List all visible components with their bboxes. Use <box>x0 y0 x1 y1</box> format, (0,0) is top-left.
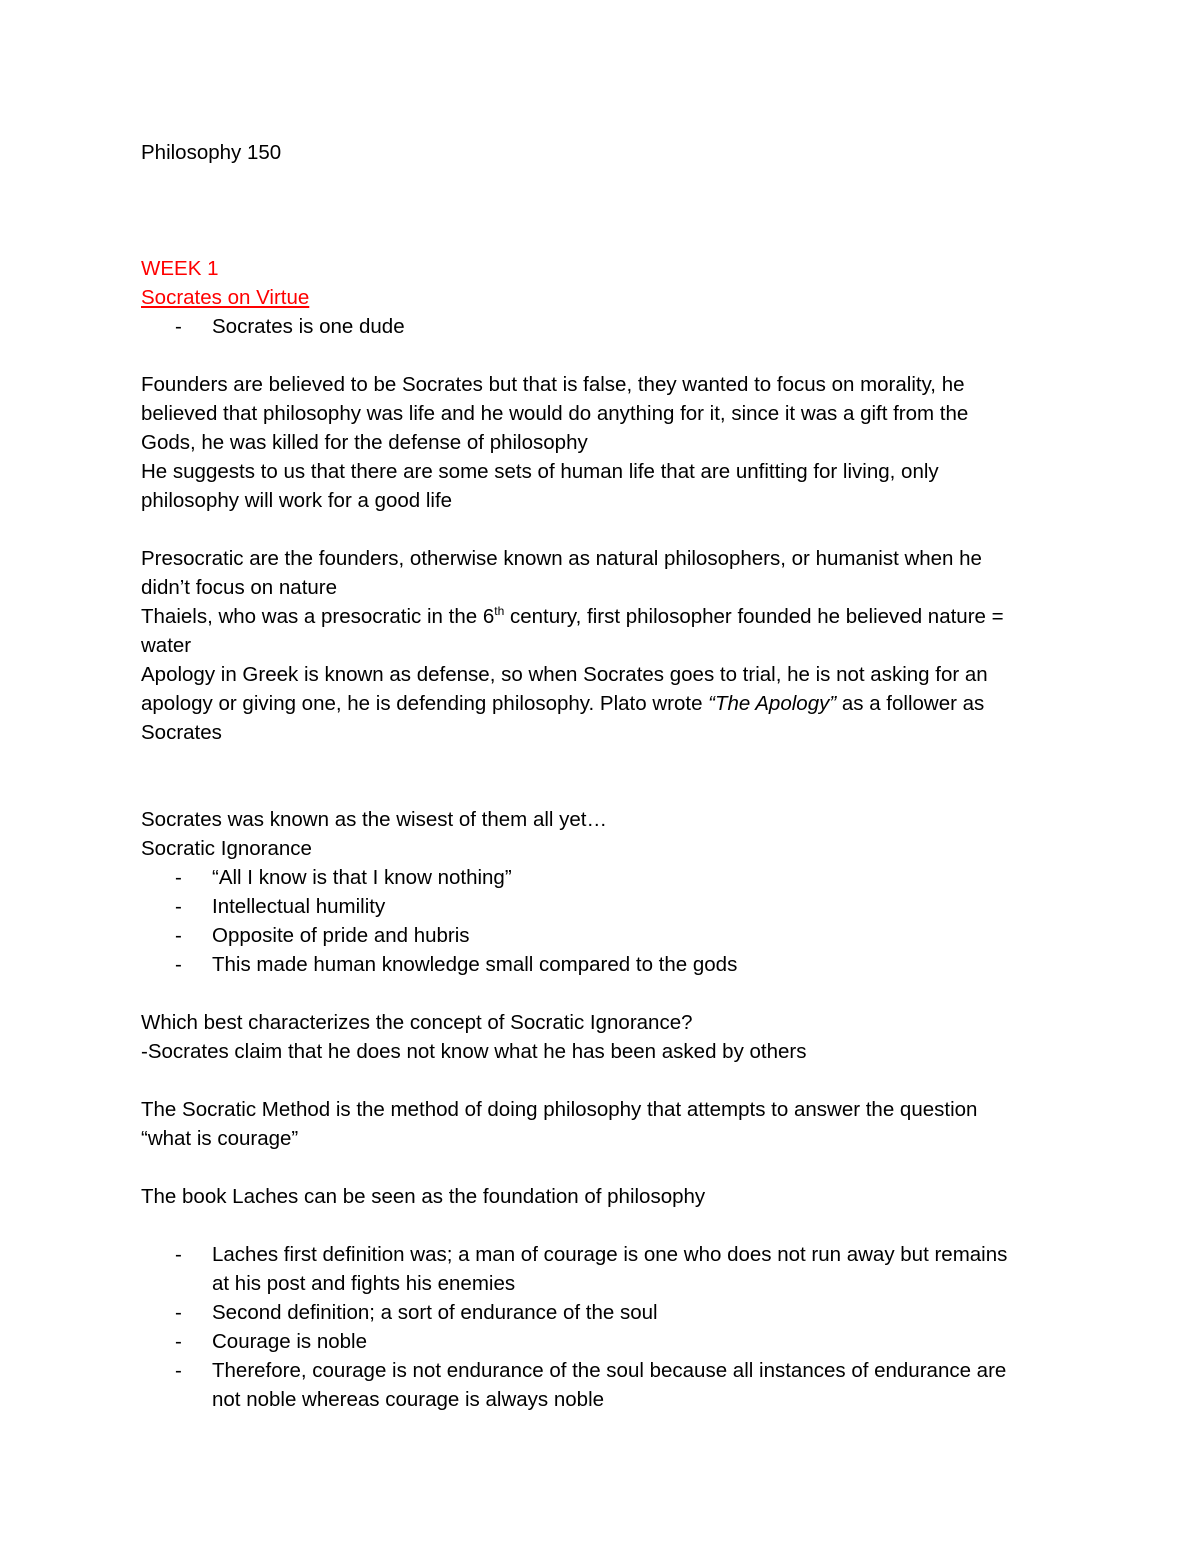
paragraph-line: Socrates was known as the wisest of them all yet… <box>141 808 608 831</box>
section-heading: Socrates on Virtue <box>141 286 310 309</box>
bullet-dash: - <box>175 895 182 918</box>
document-body <box>141 138 1061 1414</box>
bullet-dash: - <box>175 1301 182 1324</box>
subheading: Socratic Ignorance <box>141 837 312 860</box>
paragraph-line: Presocratic are the founders, otherwise known as natural philosophers, or humanist when he <box>141 547 982 570</box>
bullet-dash: - <box>175 1359 182 1382</box>
bullet-dash: - <box>175 1330 182 1353</box>
spacer <box>141 776 1061 805</box>
list-item: - Socrates is one dude <box>141 312 1061 341</box>
superscript: th <box>494 604 505 619</box>
book-title: “The Apology” <box>708 692 837 715</box>
spacer <box>141 1066 1061 1095</box>
list-item: - Intellectual humility <box>141 892 1061 921</box>
paragraph-line: apology or giving one, he is defending philosophy. Plato wrote “The Apology” as a follower as <box>141 692 985 715</box>
bullet-dash: - <box>175 953 182 976</box>
intro-list <box>141 312 1061 341</box>
paragraph-line: “what is courage” <box>141 1127 299 1150</box>
spacer <box>141 196 1061 225</box>
bullet-dash: - <box>175 924 182 947</box>
document-title: Philosophy 150 <box>141 141 282 164</box>
paragraph-line: believed that philosophy was life and he would do anything for it, since it was a gift from the <box>141 402 969 425</box>
spacer <box>141 515 1061 544</box>
ignorance-list <box>141 863 1061 979</box>
bullet-dash: - <box>175 866 182 889</box>
paragraph-line: philosophy will work for a good life <box>141 489 453 512</box>
bullet-dash: - <box>175 1243 182 1266</box>
list-item: - Courage is noble <box>141 1327 1061 1356</box>
spacer <box>141 167 1061 196</box>
paragraph-line: He suggests to us that there are some sets of human life that are unfitting for living, only <box>141 460 939 483</box>
list-item: - “All I know is that I know nothing” <box>141 863 1061 892</box>
list-item: - This made human knowledge small compared to the gods <box>141 950 1061 979</box>
week-heading: WEEK 1 <box>141 257 219 280</box>
paragraph-line: Socrates <box>141 721 222 744</box>
spacer <box>141 747 1061 776</box>
paragraph-line: Founders are believed to be Socrates but that is false, they wanted to focus on morality, he <box>141 373 965 396</box>
spacer <box>141 1211 1061 1240</box>
paragraph-line: water <box>141 634 192 657</box>
paragraph-line: Apology in Greek is known as defense, so when Socrates goes to trial, he is not asking for an <box>141 663 988 686</box>
paragraph-line: Gods, he was killed for the defense of philosophy <box>141 431 588 454</box>
list-item: - Opposite of pride and hubris <box>141 921 1061 950</box>
paragraph-line: The Socratic Method is the method of doing philosophy that attempts to answer the question <box>141 1098 978 1121</box>
spacer <box>141 225 1061 254</box>
paragraph-line: Thaiels, who was a presocratic in the 6th century, first philosopher founded he believed nature = <box>141 604 1004 628</box>
spacer <box>141 1153 1061 1182</box>
paragraph-line: didn’t focus on nature <box>141 576 338 599</box>
bullet-dash: - <box>175 315 182 338</box>
spacer <box>141 979 1061 1008</box>
list-item: - Laches first definition was; a man of courage is one who does not run away but remains at his post and fights his enemies <box>141 1240 1061 1298</box>
paragraph-line: The book Laches can be seen as the foundation of philosophy <box>141 1185 706 1208</box>
spacer <box>141 341 1061 370</box>
question-line: Which best characterizes the concept of Socratic Ignorance? <box>141 1011 693 1034</box>
list-item: - Therefore, courage is not endurance of the soul because all instances of endurance are not noble whereas courage is always noble <box>141 1356 1061 1414</box>
answer-line: -Socrates claim that he does not know what he has been asked by others <box>141 1040 807 1063</box>
list-item: - Second definition; a sort of endurance of the soul <box>141 1298 1061 1327</box>
laches-list <box>141 1240 1061 1414</box>
